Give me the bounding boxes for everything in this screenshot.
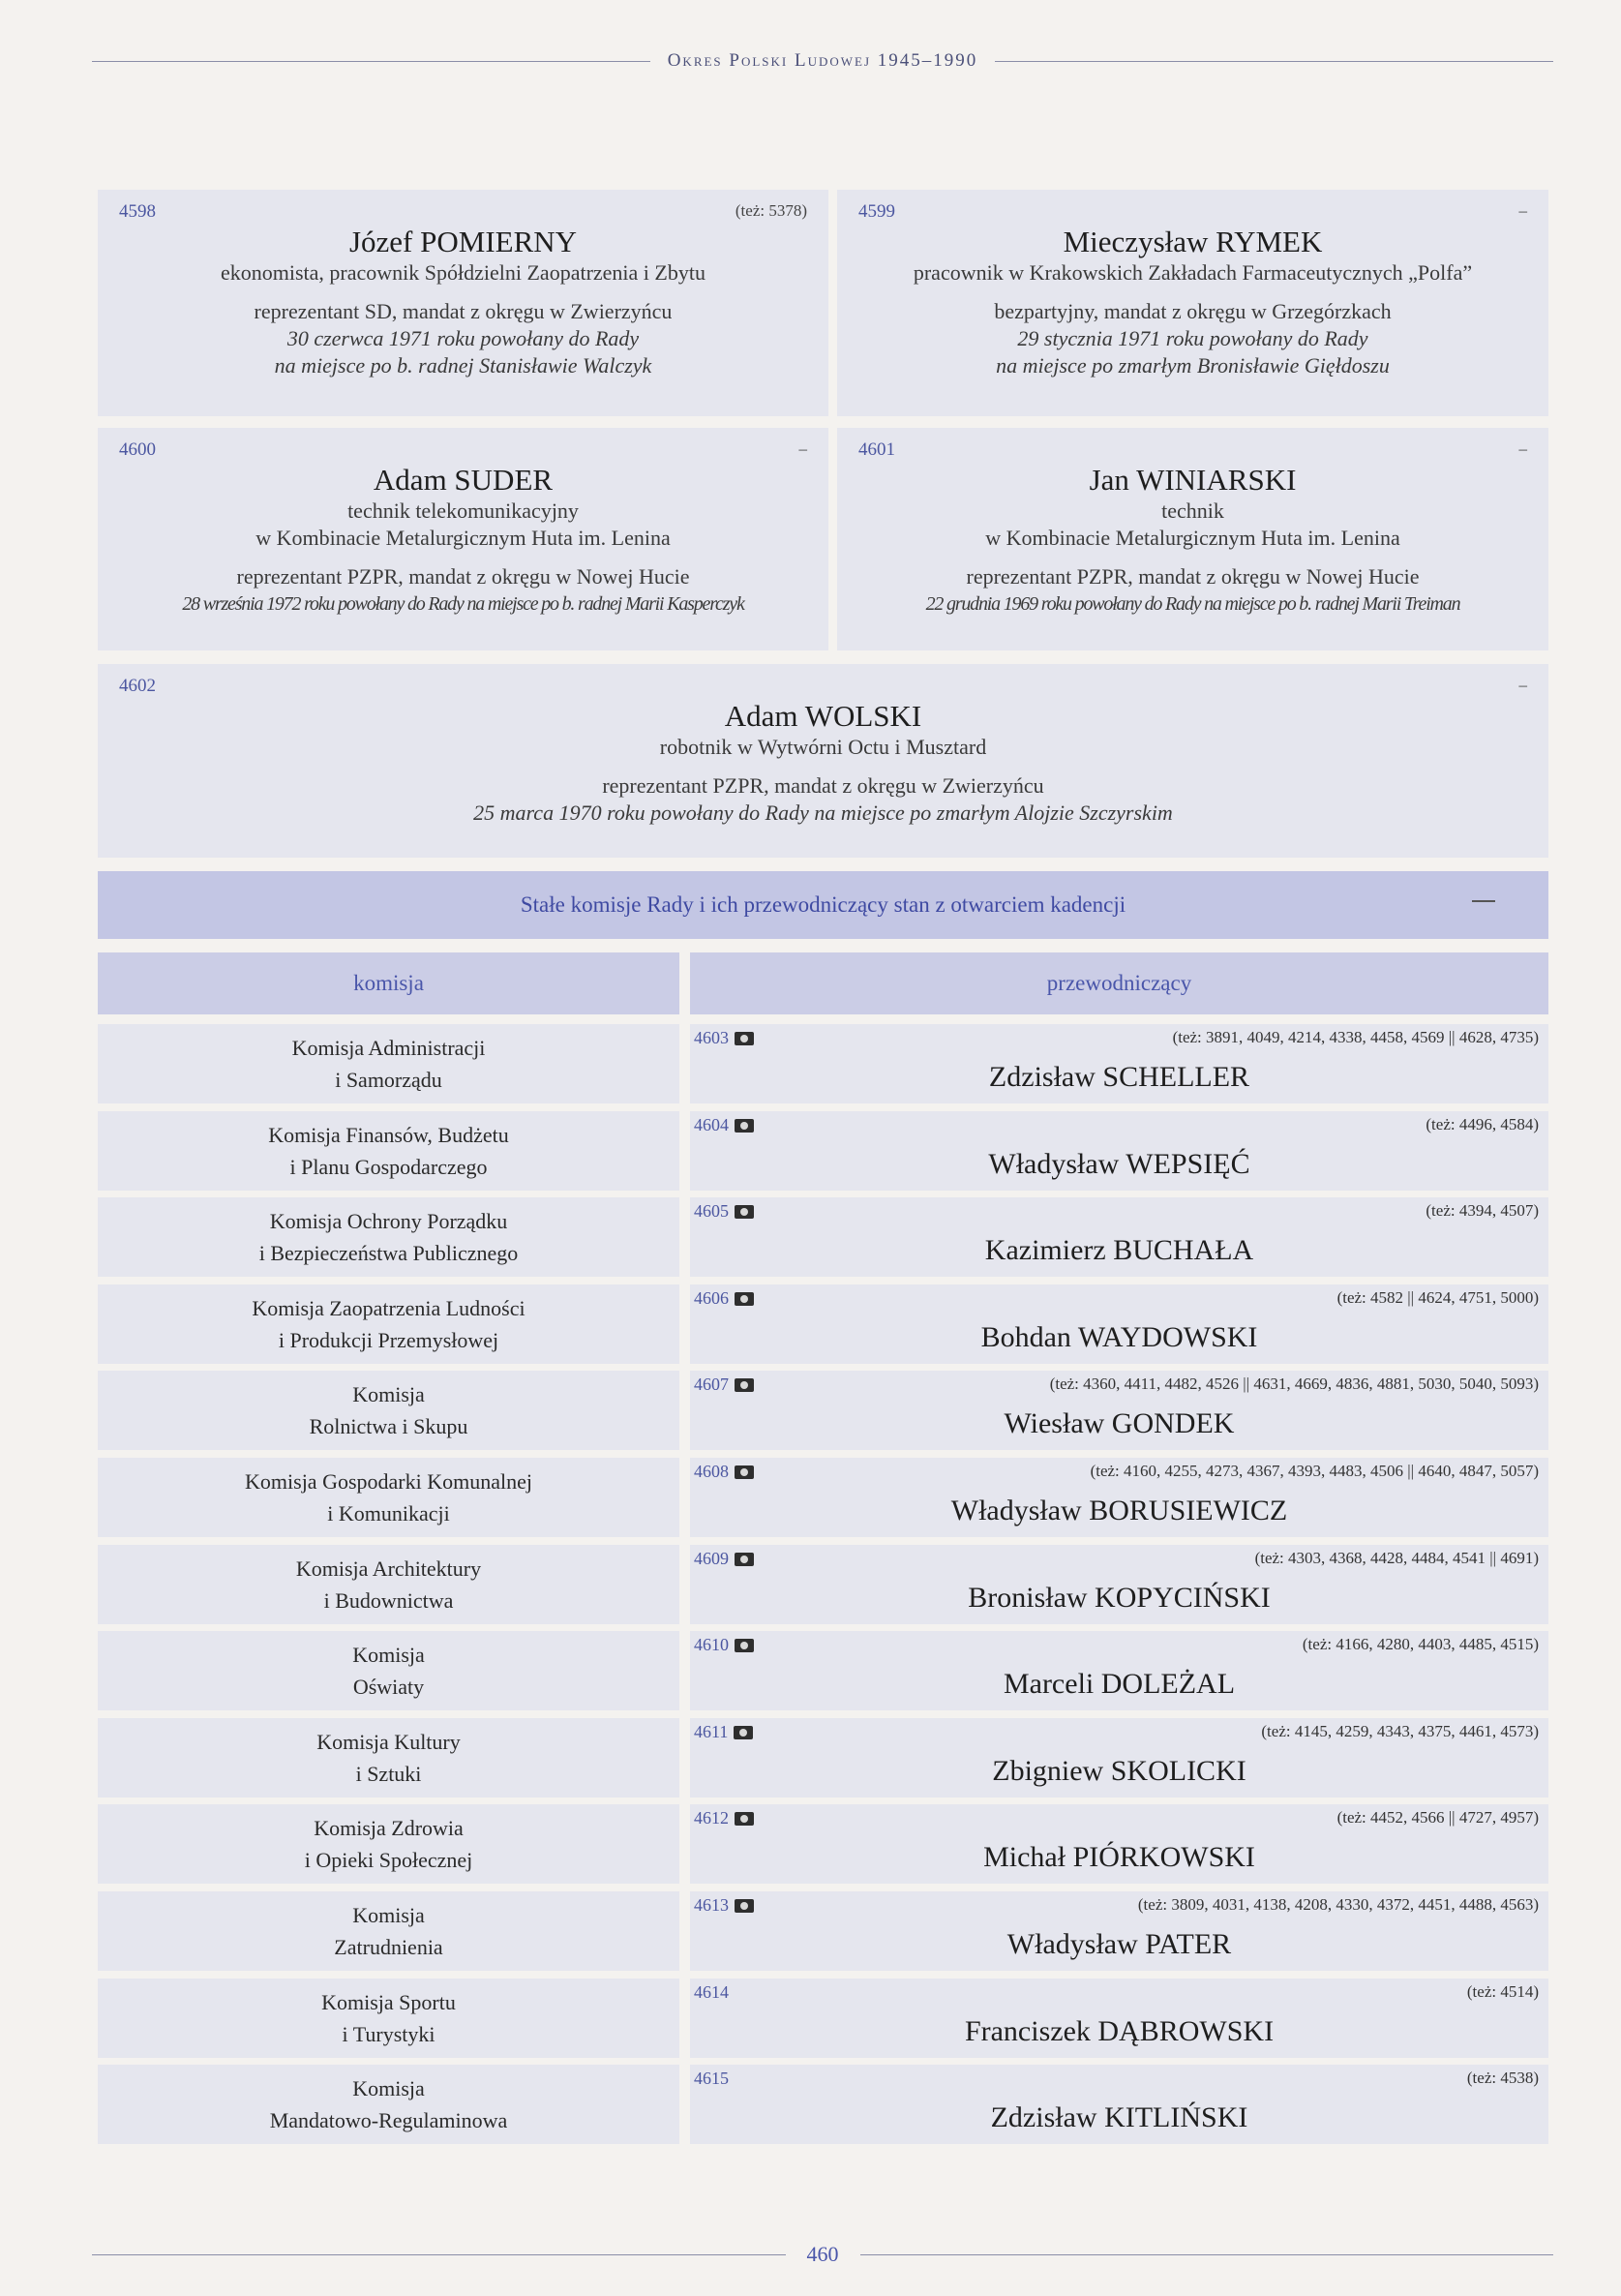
entry-number-wrap	[694, 1028, 754, 1048]
camera-icon	[735, 1465, 754, 1479]
dash-mark	[1472, 900, 1495, 902]
section-title: Stałe komisje Rady i ich przewodniczący stan z otwarciem kadencji	[520, 892, 1126, 917]
camera-icon	[735, 1378, 754, 1392]
entry-number-wrap	[694, 1201, 754, 1222]
chair-name: Władysław BORUSIEWICZ	[950, 1495, 1288, 1526]
committee-cell	[98, 1631, 679, 1710]
committee-name-line: Komisja Sportu	[321, 1990, 456, 2014]
running-head-title: Okres Polski Ludowej 1945–1990	[667, 50, 978, 71]
councillor-name: Józef POMIERNY	[348, 225, 578, 258]
committee-name-line: Komisja	[352, 1903, 425, 1927]
committee-name-line: i Produkcji Przemysłowej	[278, 1328, 499, 1352]
camera-icon	[735, 1639, 754, 1652]
entry-number-wrap	[694, 1722, 753, 1742]
councillor-card	[98, 428, 828, 650]
cross-reference: (też: 4394, 4507)	[1426, 1201, 1539, 1220]
councillor-name: Adam SUDER	[373, 463, 554, 497]
chair-cell	[690, 1197, 1548, 1277]
committee-name-line: Komisja	[352, 1643, 425, 1667]
chair-cell	[690, 1891, 1548, 1971]
chair-cell	[690, 1545, 1548, 1624]
committee-cell	[98, 1284, 679, 1364]
councillor-card	[98, 190, 828, 416]
committee-name-line: i Bezpieczeństwa Publicznego	[258, 1241, 519, 1265]
occupation: technik	[1161, 498, 1224, 523]
cross-reference: (też: 3809, 4031, 4138, 4208, 4330, 4372, 4451, 4488, 4563)	[1137, 1895, 1539, 1914]
occupation: pracownik w Krakowskich Zakładach Farmaceutycznych „Polfa”	[913, 260, 1473, 285]
cross-reference: (też: 4166, 4280, 4403, 4485, 4515)	[1302, 1635, 1539, 1653]
chair-name: Wiesław GONDEK	[1004, 1407, 1235, 1439]
committee-cell	[98, 1718, 679, 1798]
chair-name: Zdzisław KITLIŃSKI	[990, 2101, 1248, 2133]
chair-cell	[690, 1024, 1548, 1103]
chair-name: Marceli DOLEŻAL	[1003, 1668, 1236, 1700]
entry-number: 4605	[694, 1201, 729, 1221]
committee-cell	[98, 1111, 679, 1191]
committee-name-line: Komisja	[352, 1382, 425, 1406]
entry-number: 4608	[694, 1462, 729, 1481]
entry-number-wrap	[694, 1115, 754, 1135]
appointment-note: 30 czerwca 1971 roku powołany do Rady	[286, 326, 640, 350]
chair-cell	[690, 1111, 1548, 1191]
committee-name-line: Komisja Ochrony Porządku	[269, 1209, 508, 1233]
cross-reference: –	[1518, 201, 1527, 220]
entry-number-wrap	[694, 2069, 729, 2089]
chair-name: Michał PIÓRKOWSKI	[983, 1841, 1255, 1873]
chair-cell	[690, 1718, 1548, 1798]
entry-number: 4600	[119, 439, 156, 460]
committee-cell	[98, 1197, 679, 1277]
committee-cell	[98, 2065, 679, 2144]
cross-reference: (też: 4303, 4368, 4428, 4484, 4541 || 4691)	[1254, 1549, 1539, 1567]
entry-number-wrap	[694, 1635, 754, 1655]
entry-number: 4599	[858, 201, 895, 222]
camera-icon	[735, 1812, 754, 1826]
councillor-card	[837, 190, 1548, 416]
entry-number: 4604	[694, 1115, 729, 1134]
councillor-name: Adam WOLSKI	[724, 699, 922, 733]
divider	[860, 2254, 1554, 2255]
occupation: robotnik w Wytwórni Octu i Musztard	[659, 735, 987, 759]
committee-name-line: Komisja Finansów, Budżetu	[268, 1123, 509, 1147]
entry-number: 4606	[694, 1288, 729, 1308]
committee-name-line: i Planu Gospodarczego	[289, 1155, 488, 1179]
mandate: reprezentant PZPR, mandat z okręgu w Zwierzyńcu	[602, 773, 1044, 798]
committee-name-line: i Budownictwa	[323, 1588, 454, 1613]
entry-number: 4598	[119, 201, 156, 222]
committee-name-line: Komisja Architektury	[295, 1556, 482, 1581]
councillor-card	[837, 428, 1548, 650]
chair-cell	[690, 1458, 1548, 1537]
camera-icon	[735, 1205, 754, 1219]
entry-number: 4601	[858, 439, 895, 460]
entry-number: 4614	[694, 1982, 729, 2002]
committee-cell	[98, 1891, 679, 1971]
councillor-name: Mieczysław RYMEK	[1063, 225, 1323, 258]
committee-name-line: Komisja Administracji	[291, 1036, 486, 1060]
chair-name: Bohdan WAYDOWSKI	[980, 1321, 1258, 1353]
cross-reference: –	[798, 439, 807, 458]
entry-number: 4603	[694, 1028, 729, 1047]
divider	[92, 61, 650, 62]
appointment-note: 22 grudnia 1969 roku powołany do Rady na miejsce po b. radnej Marii Treiman	[925, 593, 1460, 615]
camera-icon	[735, 1119, 754, 1133]
entry-number: 4607	[694, 1375, 729, 1394]
occupation: w Kombinacie Metalurgicznym Huta im. Lenina	[255, 526, 671, 550]
chair-name: Zdzisław SCHELLER	[988, 1061, 1250, 1093]
page-number: 460	[806, 2242, 839, 2266]
column-header-chair: przewodniczący	[690, 952, 1548, 1014]
column-header-committee: komisja	[98, 952, 679, 1014]
committee-name-line: i Sztuki	[355, 1762, 422, 1786]
cross-reference: (też: 5378)	[735, 201, 807, 220]
committee-name-line: Komisja Zaopatrzenia Ludności	[252, 1296, 525, 1320]
camera-icon	[735, 1899, 754, 1913]
appointment-note: na miejsce po zmarłym Bronisławie Gięłdoszu	[996, 353, 1390, 378]
chair-name: Władysław PATER	[1006, 1928, 1232, 1960]
committee-name-line: Zatrudnienia	[334, 1935, 443, 1959]
committee-name-line: Komisja	[352, 2076, 425, 2100]
chair-cell	[690, 1631, 1548, 1710]
camera-icon	[735, 1553, 754, 1566]
councillor-name: Jan WINIARSKI	[1089, 463, 1297, 497]
camera-icon	[734, 1726, 753, 1739]
occupation: technik telekomunikacyjny	[347, 498, 579, 523]
committee-cell	[98, 1804, 679, 1884]
committee-cell	[98, 1024, 679, 1103]
chair-name: Kazimierz BUCHAŁA	[984, 1234, 1254, 1266]
entry-number-wrap	[694, 1982, 729, 2003]
cross-reference: (też: 4496, 4584)	[1426, 1115, 1539, 1133]
entry-number-wrap	[694, 1549, 754, 1569]
committee-name-line: Rolnictwa i Skupu	[309, 1414, 468, 1438]
chair-cell	[690, 1371, 1548, 1450]
chair-name: Zbigniew SKOLICKI	[992, 1755, 1246, 1787]
entry-number: 4602	[119, 676, 156, 696]
divider	[995, 61, 1553, 62]
committee-name-line: Komisja Gospodarki Komunalnej	[245, 1469, 532, 1494]
entry-number-wrap	[694, 1895, 754, 1916]
appointment-note: na miejsce po b. radnej Stanisławie Walczyk	[274, 353, 652, 378]
entry-number: 4610	[694, 1635, 729, 1654]
entry-number: 4613	[694, 1895, 729, 1915]
committee-name-line: i Opieki Społecznej	[304, 1848, 473, 1872]
page-footer	[92, 2240, 1553, 2269]
entry-number-wrap	[694, 1288, 754, 1309]
chair-name: Władysław WEPSIĘĆ	[988, 1148, 1250, 1180]
committee-name-line: i Komunikacji	[327, 1501, 450, 1526]
entry-number-wrap	[694, 1808, 754, 1828]
divider	[92, 2254, 786, 2255]
appointment-note: 25 marca 1970 roku powołany do Rady na miejsce po zmarłym Alojzie Szczyrskim	[473, 801, 1173, 825]
camera-icon	[735, 1292, 754, 1306]
camera-icon	[735, 1032, 754, 1045]
mandate: reprezentant PZPR, mandat z okręgu w Nowej Hucie	[236, 564, 690, 589]
mandate: bezpartyjny, mandat z okręgu w Grzegórzkach	[994, 299, 1392, 323]
occupation: ekonomista, pracownik Spółdzielni Zaopatrzenia i Zbytu	[221, 260, 705, 285]
committee-name-line: Komisja Kultury	[316, 1730, 461, 1754]
entry-number: 4611	[694, 1722, 729, 1741]
committee-cell	[98, 1979, 679, 2058]
committee-name-line: Komisja Zdrowia	[314, 1816, 464, 1840]
cross-reference: –	[1518, 439, 1527, 458]
entry-number-wrap	[694, 1375, 754, 1395]
committee-name-line: Mandatowo-Regulaminowa	[269, 2108, 508, 2132]
committee-cell	[98, 1545, 679, 1624]
cross-reference: (też: 4145, 4259, 4343, 4375, 4461, 4573)	[1261, 1722, 1539, 1740]
entry-number-wrap	[694, 1462, 754, 1482]
cross-reference: (też: 4538)	[1466, 2069, 1539, 2087]
committee-cell	[98, 1458, 679, 1537]
cross-reference: (też: 4452, 4566 || 4727, 4957)	[1336, 1808, 1539, 1827]
entry-number: 4615	[694, 2069, 729, 2088]
chair-cell	[690, 1979, 1548, 2058]
occupation: w Kombinacie Metalurgicznym Huta im. Lenina	[985, 526, 1400, 550]
cross-reference: (też: 4160, 4255, 4273, 4367, 4393, 4483, 4506 || 4640, 4847, 5057)	[1090, 1462, 1539, 1480]
committee-name-line: i Turystyki	[342, 2022, 435, 2046]
cross-reference: (też: 4514)	[1466, 1982, 1539, 2001]
entry-number: 4612	[694, 1808, 729, 1828]
entry-number: 4609	[694, 1549, 729, 1568]
cross-reference: (też: 4582 || 4624, 4751, 5000)	[1336, 1288, 1539, 1307]
mandate: reprezentant PZPR, mandat z okręgu w Nowej Hucie	[966, 564, 1420, 589]
mandate: reprezentant SD, mandat z okręgu w Zwierzyńcu	[254, 299, 673, 323]
chair-cell	[690, 2065, 1548, 2144]
appointment-note: 28 września 1972 roku powołany do Rady na miejsce po b. radnej Marii Kasperczyk	[182, 593, 744, 615]
committee-name-line: Oświaty	[352, 1675, 425, 1699]
cross-reference: (też: 4360, 4411, 4482, 4526 || 4631, 4669, 4836, 4881, 5030, 5040, 5093)	[1049, 1375, 1539, 1393]
chair-name: Franciszek DĄBROWSKI	[964, 2015, 1275, 2047]
chair-cell	[690, 1804, 1548, 1884]
chair-name: Bronisław KOPYCIŃSKI	[968, 1582, 1271, 1614]
cross-reference: –	[1518, 676, 1527, 694]
chair-cell	[690, 1284, 1548, 1364]
committee-name-line: i Samorządu	[335, 1068, 442, 1092]
committee-cell	[98, 1371, 679, 1450]
running-head	[92, 46, 1553, 76]
cross-reference: (też: 3891, 4049, 4214, 4338, 4458, 4569 || 4628, 4735)	[1172, 1028, 1539, 1046]
appointment-note: 29 stycznia 1971 roku powołany do Rady	[1017, 326, 1368, 350]
councillor-card	[98, 664, 1548, 858]
section-header	[98, 871, 1548, 939]
